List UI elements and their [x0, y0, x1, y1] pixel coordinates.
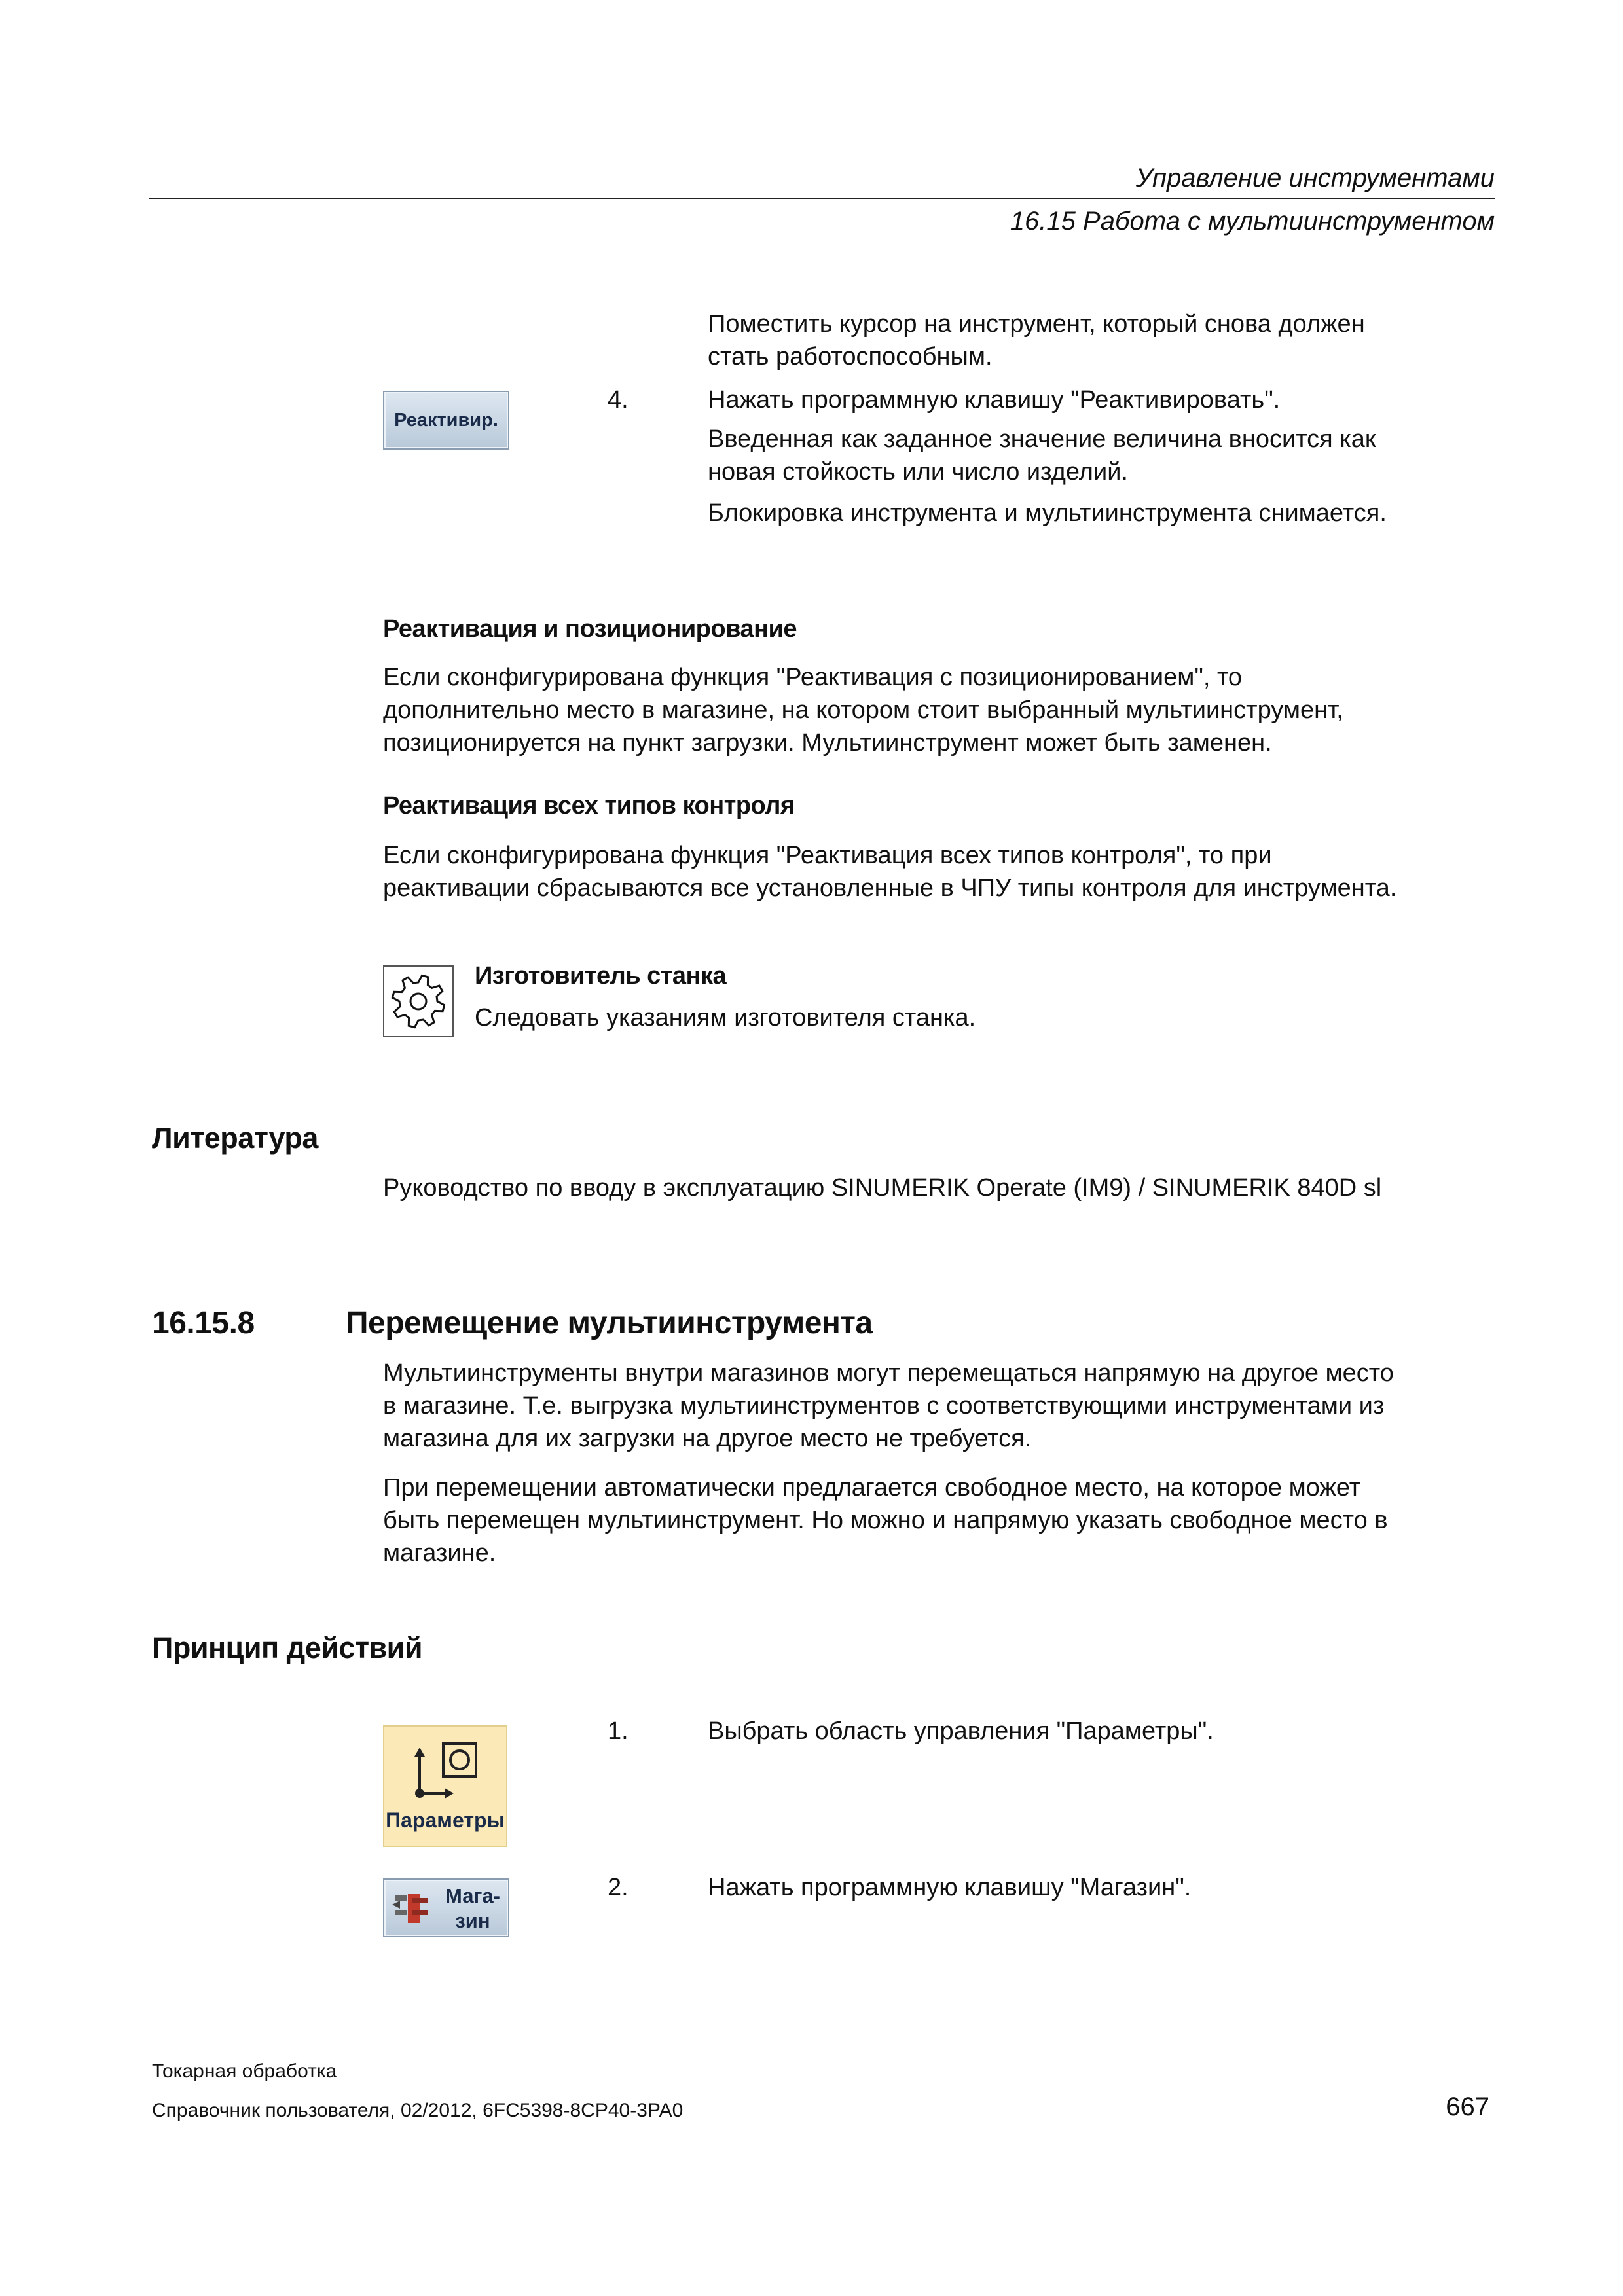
- section-p1-line3: магазина для их загрузки на другое место не требуется.: [383, 1425, 1032, 1452]
- section-p1-line2: в магазине. Т.е. выгрузка мультиинструментов с соответствующими инструментами из: [383, 1392, 1385, 1420]
- reactivation-positioning-line2: дополнительно место в магазине, на котором стоит выбранный мультиинструмент,: [383, 696, 1343, 724]
- reactivate-softkey[interactable]: [383, 391, 509, 450]
- parameters-area-key-label: Параметры: [386, 1808, 505, 1832]
- step-4-text: Нажать программную клавишу "Реактивировать".: [708, 386, 1281, 414]
- machine-note-text: Следовать указаниям изготовителя станка.: [475, 1004, 976, 1031]
- magazine-softkey-label: Мага- зин: [445, 1884, 500, 1932]
- footer-manual-info: Справочник пользователя, 02/2012, 6FC5398-8CP40-3PA0: [152, 2100, 684, 2121]
- reactivation-all-line2: реактивации сбрасываются все установленные в ЧПУ типы контроля для инструмента.: [383, 874, 1397, 902]
- parameters-area-key[interactable]: [383, 1725, 507, 1847]
- step-intro-line2: стать работоспособным.: [708, 343, 993, 370]
- page-number: 667: [1446, 2092, 1489, 2121]
- header-rule: [149, 198, 1495, 199]
- literature-text: Руководство по вводу в эксплуатацию SINUMERIK Operate (IM9) / SINUMERIK 840D sl: [383, 1174, 1382, 1202]
- procedure-heading: Принцип действий: [152, 1631, 422, 1664]
- reactivation-all-heading: Реактивация всех типов контроля: [383, 792, 795, 819]
- gear-icon: [384, 967, 452, 1036]
- step-2-number: 2.: [608, 1874, 629, 1901]
- step-2-text: Нажать программную клавишу "Магазин".: [708, 1874, 1192, 1901]
- section-title: Перемещение мультиинструмента: [346, 1306, 873, 1340]
- reactivate-softkey-label: Реактивир.: [394, 409, 498, 431]
- reactivation-positioning-line3: позиционируется на пункт загрузки. Мультиинструмент может быть заменен.: [383, 729, 1272, 757]
- section-p2-line1: При перемещении автоматически предлагается свободное место, на которое может: [383, 1474, 1361, 1501]
- section-p2-line3: магазине.: [383, 1539, 496, 1567]
- step-4-result2: Блокировка инструмента и мультиинструмента снимается.: [708, 499, 1387, 527]
- reactivation-positioning-line1: Если сконфигурирована функция "Реактивация с позиционированием", то: [383, 664, 1243, 691]
- parameters-icon: [407, 1734, 492, 1806]
- step-4-result1-line2: новая стойкость или число изделий.: [708, 458, 1128, 486]
- step-intro-line1: Поместить курсор на инструмент, который снова должен: [708, 310, 1365, 338]
- magazine-icon: [391, 1890, 430, 1928]
- section-p1-line1: Мультиинструменты внутри магазинов могут перемещаться напрямую на другое место: [383, 1359, 1394, 1387]
- machine-note-heading: Изготовитель станка: [475, 962, 727, 990]
- magazine-softkey[interactable]: [383, 1878, 509, 1937]
- section-number: 16.15.8: [152, 1306, 255, 1340]
- footer-product: Токарная обработка: [152, 2060, 337, 2082]
- step-4-number: 4.: [608, 386, 629, 414]
- step-1-text: Выбрать область управления "Параметры".: [708, 1717, 1214, 1745]
- running-header-section: 16.15 Работа с мультиинструментом: [1010, 207, 1495, 236]
- reactivation-positioning-heading: Реактивация и позиционирование: [383, 615, 797, 643]
- section-p2-line2: быть перемещен мультиинструмент. Но можно и напрямую указать свободное место в: [383, 1507, 1388, 1534]
- literature-heading: Литература: [152, 1121, 318, 1155]
- reactivation-all-line1: Если сконфигурирована функция "Реактивация всех типов контроля", то при: [383, 842, 1272, 869]
- machine-manufacturer-note-box: [383, 965, 454, 1037]
- step-1-number: 1.: [608, 1717, 629, 1745]
- step-4-result1-line1: Введенная как заданное значение величина вносится как: [708, 425, 1376, 453]
- running-header-chapter: Управление инструментами: [1135, 164, 1495, 192]
